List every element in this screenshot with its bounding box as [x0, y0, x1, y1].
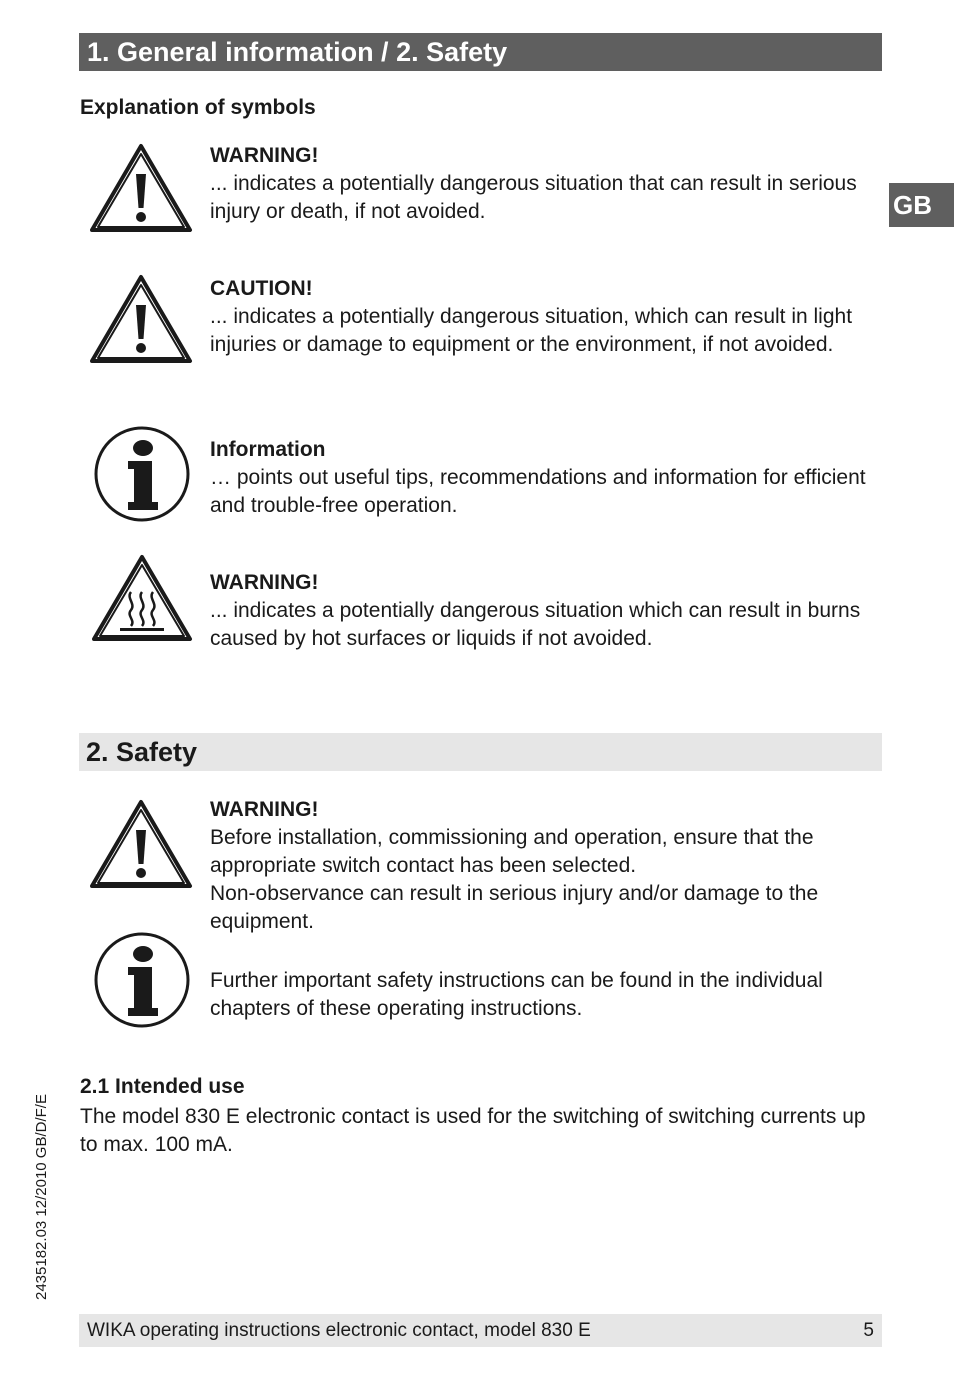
warning-triangle-icon — [88, 271, 194, 367]
information-icon — [92, 424, 192, 524]
hot-surface-icon — [90, 552, 194, 644]
entry-text: Before installation, commissioning and operation, ensure that the appropriate switch contact has been selected. — [210, 826, 814, 877]
warning-triangle-icon — [88, 796, 194, 892]
entry-title: CAUTION! — [210, 277, 313, 300]
page-footer — [79, 1314, 882, 1347]
entry-title: WARNING! — [210, 798, 319, 821]
entry-text: ... indicates a potentially dangerous situation, which can result in light injuries or damage to equipment or the environment, if not avoided. — [210, 305, 853, 356]
intended-use-heading: 2.1 Intended use — [80, 1075, 245, 1098]
entry-text: ... indicates a potentially dangerous situation which can result in burns caused by hot surfaces or liquids if not avoided. — [210, 599, 861, 650]
symbols-heading: Explanation of symbols — [80, 96, 316, 119]
symbol-entry-warning — [210, 142, 880, 226]
entry-text: Further important safety instructions can be found in the individual chapters of these operating instructions. — [210, 969, 823, 1020]
symbol-entry-hot-surface — [210, 569, 880, 653]
entry-title: WARNING! — [210, 571, 319, 594]
language-tab: GB — [889, 183, 954, 227]
footer-title: WIKA operating instructions electronic contact, model 830 E — [87, 1320, 591, 1341]
safety-info — [210, 967, 880, 1023]
page-number: 5 — [863, 1320, 874, 1341]
entry-title: Information — [210, 438, 326, 461]
safety-section-heading: 2. Safety — [79, 733, 882, 771]
symbol-entry-information — [210, 436, 880, 520]
entry-text: Non-observance can result in serious injury and/or damage to the equipment. — [210, 882, 819, 933]
page-header: 1. General information / 2. Safety — [79, 33, 882, 71]
document-code: 2435182.03 12/2010 GB/D/F/E — [33, 1094, 50, 1300]
safety-warning — [210, 796, 880, 936]
symbol-entry-caution — [210, 275, 880, 359]
entry-text: … points out useful tips, recommendations and information for efficient and trouble-free operation. — [210, 466, 866, 517]
entry-text: ... indicates a potentially dangerous situation that can result in serious injury or death, if not avoided. — [210, 172, 857, 223]
information-icon — [92, 930, 192, 1030]
warning-triangle-icon — [88, 140, 194, 236]
entry-title: WARNING! — [210, 144, 319, 167]
intended-use-text: The model 830 E electronic contact is used for the switching of switching currents up to max. 100 mA. — [80, 1105, 866, 1156]
